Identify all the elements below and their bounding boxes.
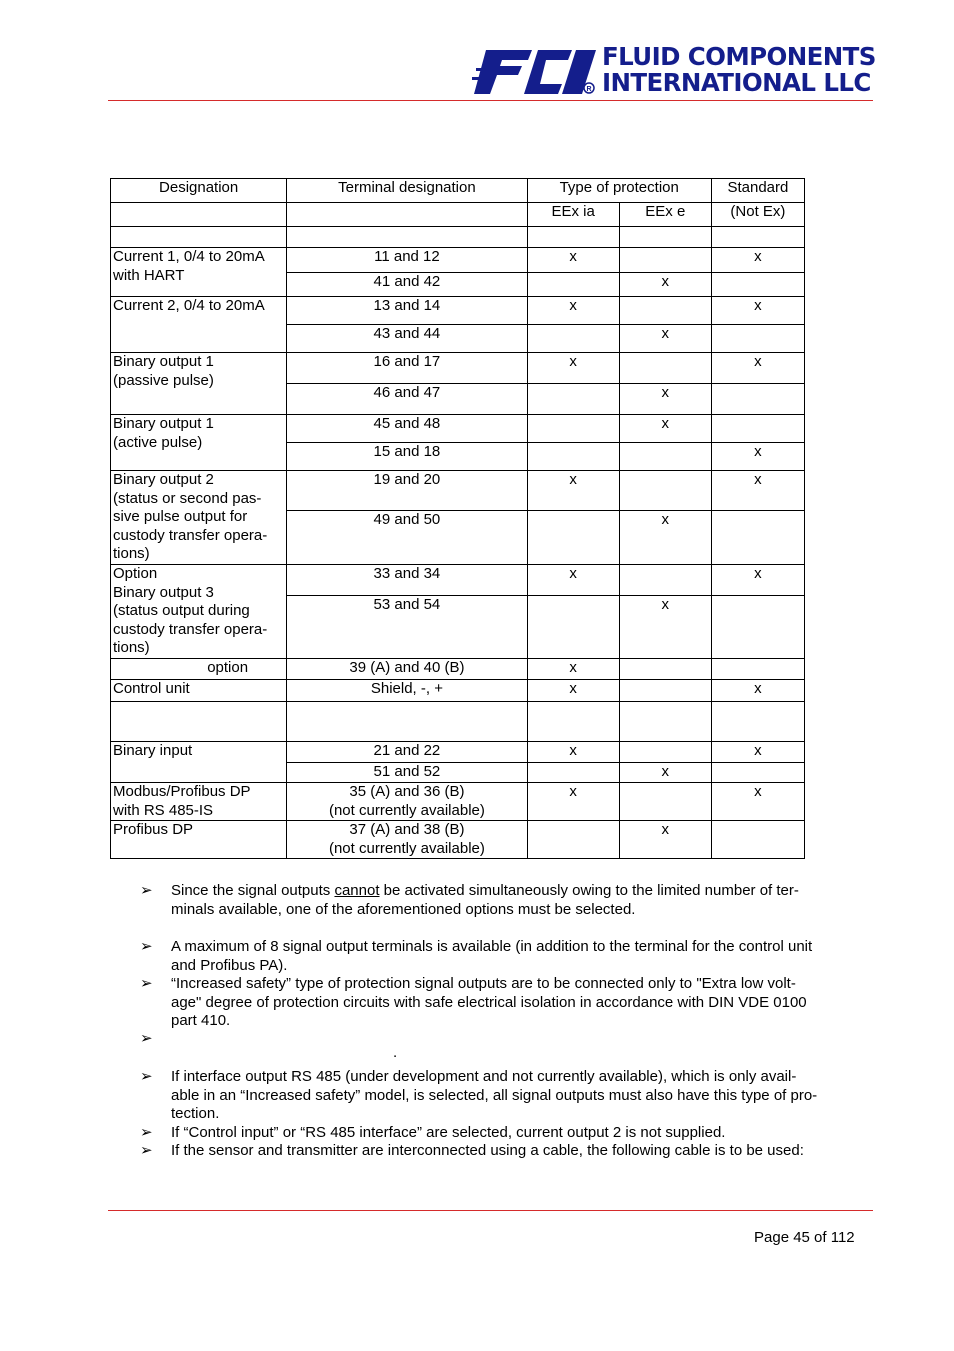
terminal-cell: 35 (A) and 36 (B) (not currently available) (287, 783, 527, 821)
table-header-row (111, 179, 805, 203)
arrow-bullet-icon: ➢ (140, 1030, 153, 1047)
row-designation: option (111, 659, 287, 680)
standard-cell (711, 763, 804, 783)
table-row (111, 659, 805, 680)
eex-ia-cell (527, 325, 619, 353)
standard-cell: x (711, 353, 804, 384)
table-row (111, 565, 805, 596)
row-designation: Profibus DP (111, 821, 287, 859)
eex-e-cell (619, 353, 711, 384)
row-designation: Current 1, 0/4 to 20mA with HART (111, 248, 287, 297)
terminal-cell: 13 and 14 (287, 297, 527, 325)
eex-e-cell (619, 659, 711, 680)
header-rule (108, 100, 873, 101)
table-row (111, 297, 805, 325)
arrow-bullet-icon: ➢ (140, 1124, 153, 1141)
row-designation: Binary output 2 (status or second pas- sive pulse output for custody transfer opera- tions) (111, 471, 287, 565)
eex-ia-cell (527, 763, 619, 783)
row-designation: Control unit (111, 680, 287, 702)
eex-ia-cell (527, 384, 619, 415)
standard-cell: x (711, 742, 804, 763)
terminal-cell: 51 and 52 (287, 763, 527, 783)
standard-cell: x (711, 783, 804, 821)
terminal-cell: 11 and 12 (287, 248, 527, 273)
standard-cell (711, 511, 804, 565)
col-header-designation: Designation (111, 179, 287, 203)
standard-cell: x (711, 443, 804, 471)
eex-ia-cell: x (527, 353, 619, 384)
standard-cell (711, 325, 804, 353)
terminal-cell: 49 and 50 (287, 511, 527, 565)
stray-period: . (393, 1044, 398, 1061)
eex-e-cell: x (619, 511, 711, 565)
eex-ia-cell: x (527, 471, 619, 511)
table-row (111, 742, 805, 763)
terminal-cell: 39 (A) and 40 (B) (287, 659, 527, 680)
standard-cell: x (711, 680, 804, 702)
eex-e-cell: x (619, 596, 711, 659)
table-row (111, 783, 805, 821)
table-row (111, 248, 805, 273)
row-designation: Modbus/Profibus DP with RS 485-IS (111, 783, 287, 821)
eex-ia-cell: x (527, 680, 619, 702)
eex-ia-cell (527, 821, 619, 859)
eex-e-cell: x (619, 325, 711, 353)
terminal-cell: 16 and 17 (287, 353, 527, 384)
standard-cell (711, 659, 804, 680)
eex-ia-cell (527, 596, 619, 659)
standard-cell (711, 384, 804, 415)
standard-cell (711, 821, 804, 859)
col-header-protection: Type of protection (527, 179, 711, 203)
eex-e-cell (619, 248, 711, 273)
arrow-bullet-icon: ➢ (140, 882, 153, 899)
eex-e-cell: x (619, 384, 711, 415)
eex-ia-cell: x (527, 248, 619, 273)
svg-text:R: R (586, 86, 592, 93)
eex-ia-cell (527, 511, 619, 565)
eex-ia-cell: x (527, 659, 619, 680)
eex-e-cell (619, 565, 711, 596)
terminal-cell: 46 and 47 (287, 384, 527, 415)
row-designation: Binary output 1 (active pulse) (111, 415, 287, 471)
terminal-cell: 41 and 42 (287, 273, 527, 297)
row-designation: Binary input (111, 742, 287, 783)
company-name-line1: FLUID COMPONENTS (602, 42, 876, 71)
standard-cell (711, 415, 804, 443)
company-logo (472, 42, 876, 98)
arrow-bullet-icon: ➢ (140, 938, 153, 955)
terminal-cell: 15 and 18 (287, 443, 527, 471)
terminal-cell: 19 and 20 (287, 471, 527, 511)
standard-cell (711, 273, 804, 297)
col-header-not-ex: (Not Ex) (711, 203, 804, 227)
eex-ia-cell (527, 443, 619, 471)
eex-e-cell: x (619, 273, 711, 297)
terminal-table (110, 178, 805, 859)
standard-cell (711, 596, 804, 659)
eex-e-cell: x (619, 821, 711, 859)
eex-e-cell (619, 742, 711, 763)
company-name-line2: INTERNATIONAL LLC (602, 68, 871, 97)
terminal-cell: 33 and 34 (287, 565, 527, 596)
eex-ia-cell (527, 415, 619, 443)
col-header-standard: Standard (711, 179, 804, 203)
eex-ia-cell: x (527, 742, 619, 763)
table-row (111, 471, 805, 511)
footer-rule (108, 1210, 873, 1211)
arrow-bullet-icon: ➢ (140, 1142, 153, 1159)
table-spacer-row (111, 227, 805, 248)
terminal-cell: 53 and 54 (287, 596, 527, 659)
col-header-eex-ia: EEx ia (527, 203, 619, 227)
standard-cell: x (711, 248, 804, 273)
terminal-cell: 45 and 48 (287, 415, 527, 443)
eex-ia-cell: x (527, 783, 619, 821)
eex-e-cell (619, 443, 711, 471)
row-designation: Option Binary output 3 (status output during custody transfer opera- tions) (111, 565, 287, 659)
eex-e-cell: x (619, 763, 711, 783)
eex-e-cell (619, 471, 711, 511)
standard-cell: x (711, 471, 804, 511)
eex-e-cell (619, 680, 711, 702)
terminal-cell: Shield, -, + (287, 680, 527, 702)
table-row (111, 353, 805, 384)
eex-e-cell (619, 783, 711, 821)
standard-cell: x (711, 565, 804, 596)
eex-ia-cell: x (527, 297, 619, 325)
eex-e-cell (619, 297, 711, 325)
table-row (111, 680, 805, 702)
arrow-bullet-icon: ➢ (140, 1068, 153, 1085)
col-header-terminal: Terminal designation (287, 179, 527, 203)
terminal-cell: 37 (A) and 38 (B) (not currently available) (287, 821, 527, 859)
eex-ia-cell (527, 273, 619, 297)
row-designation: Current 2, 0/4 to 20mA (111, 297, 287, 353)
row-designation: Binary output 1 (passive pulse) (111, 353, 287, 415)
eex-e-cell: x (619, 415, 711, 443)
terminal-cell: 43 and 44 (287, 325, 527, 353)
table-row (111, 821, 805, 859)
table-row (111, 415, 805, 443)
arrow-bullet-icon: ➢ (140, 975, 153, 992)
fci-logo-icon (472, 44, 600, 98)
standard-cell: x (711, 297, 804, 325)
col-header-eex-e: EEx e (619, 203, 711, 227)
table-subheader-row (111, 203, 805, 227)
terminal-cell: 21 and 22 (287, 742, 527, 763)
table-spacer-row (111, 702, 805, 742)
eex-ia-cell: x (527, 565, 619, 596)
page-number: Page 45 of 112 (754, 1229, 855, 1246)
